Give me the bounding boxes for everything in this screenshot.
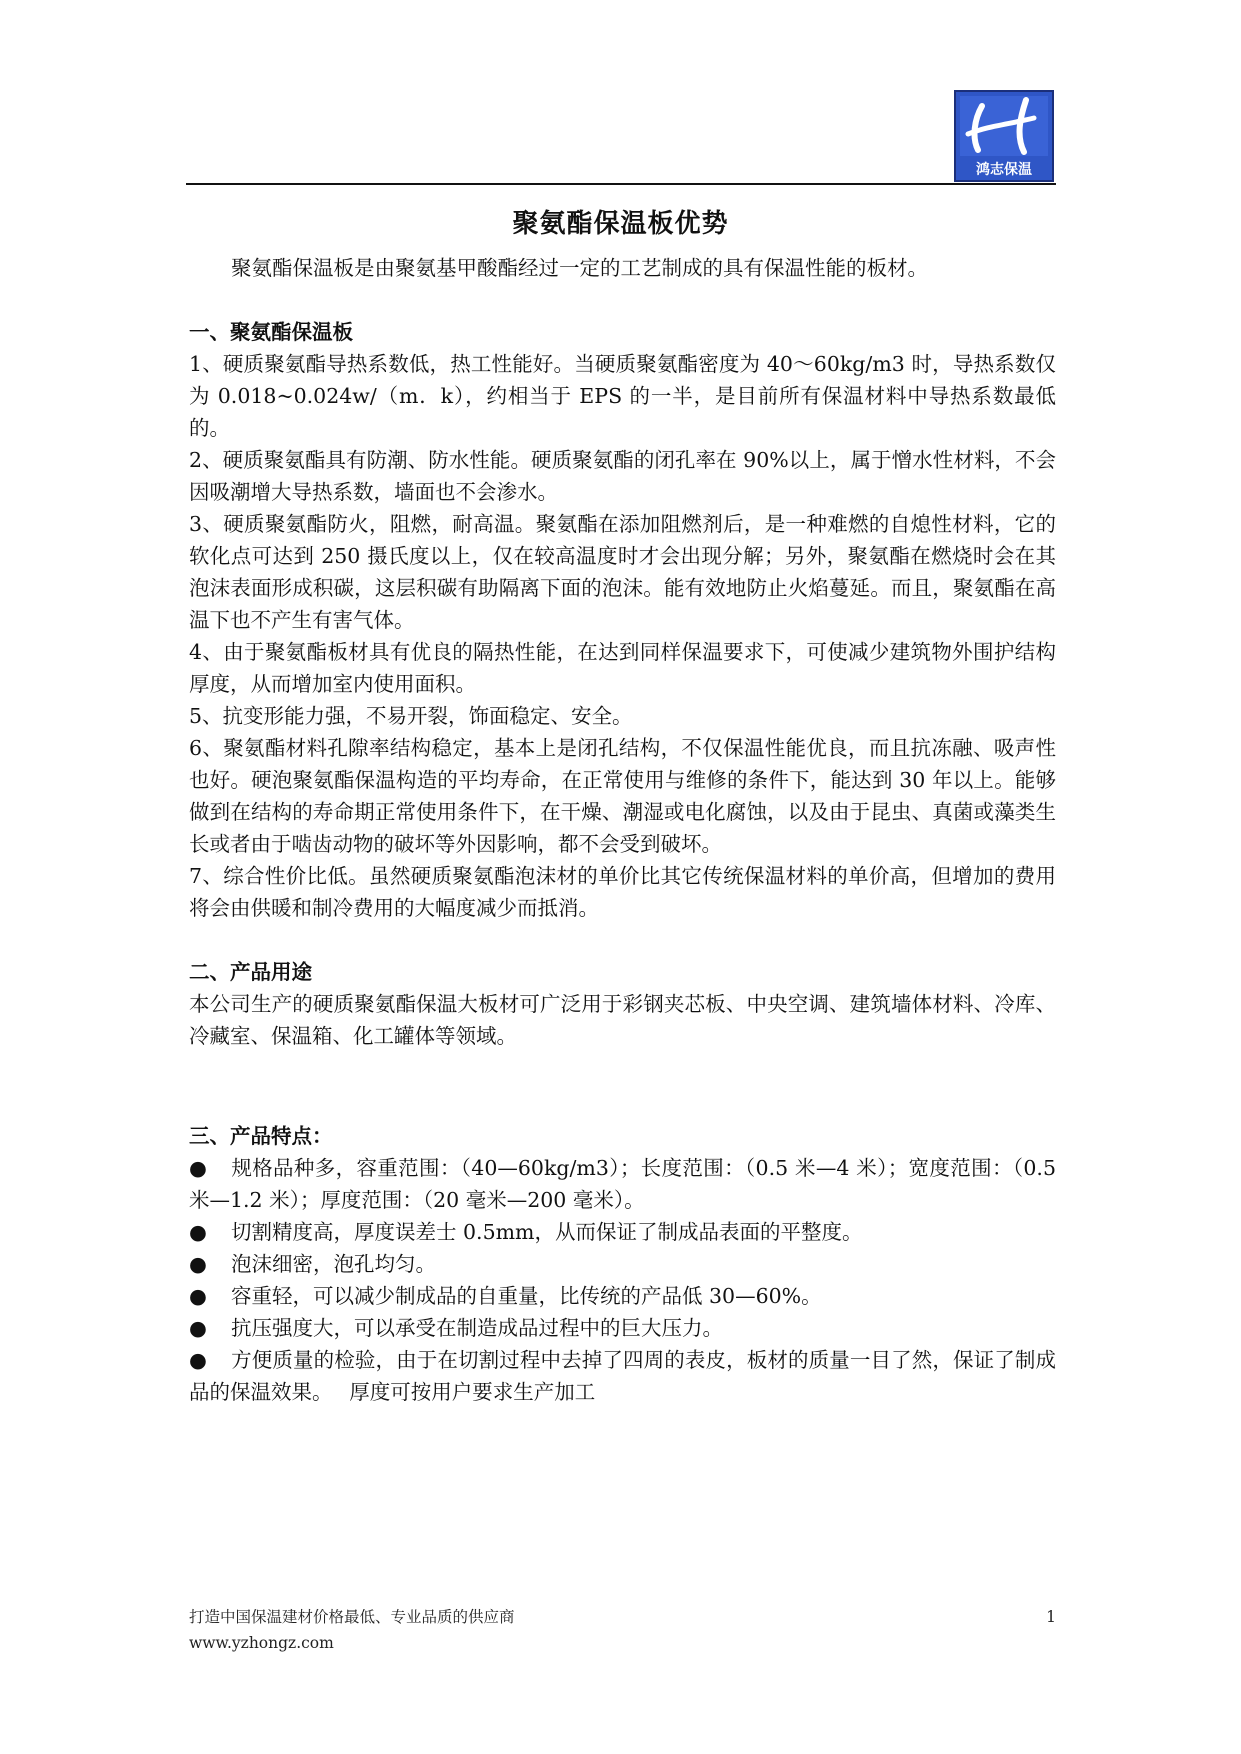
footer-website-link[interactable]: www.yzhongz.com bbox=[189, 1634, 334, 1652]
advantage-item: 1、硬质聚氨酯导热系数低，热工性能好。当硬质聚氨酯密度为 40～60kg/m3 时，导热系数仅为 0.018~0.024w/（m．k），约相当于 EPS 的一半，是目前所有保温材料中导热系数最低的。 bbox=[189, 352, 1056, 440]
advantage-item: 7、综合性价比低。虽然硬质聚氨酯泡沫材的单价比其它传统保温材料的单价高，但增加的费用将会由供暖和制冷费用的大幅度减少而抵消。 bbox=[189, 864, 1056, 920]
bullet-icon: ● bbox=[189, 1284, 207, 1308]
bullet-icon: ● bbox=[189, 1220, 207, 1244]
feature-item: ● 抗压强度大，可以承受在制造成品过程中的巨大压力。 bbox=[189, 1312, 1056, 1344]
advantage-item: 3、硬质聚氨酯防火，阻燃，耐高温。聚氨酯在添加阻燃剂后，是一种难燃的自熄性材料，它的软化点可达到 250 摄氏度以上，仅在较高温度时才会出现分解；另外，聚氨酯在燃烧时会在其泡沫表面形成积碳，这层积碳有助隔离下面的泡沫。能有效地防止火焰蔓延。而且，聚氨酯在高温下也不产生有害气体。 bbox=[189, 512, 1056, 632]
feature-item: ● 切割精度高，厚度误差士 0.5mm，从而保证了制成品表面的平整度。 bbox=[189, 1216, 1056, 1248]
logo-mark-icon bbox=[954, 90, 1054, 182]
advantage-item: 6、聚氨酯材料孔隙率结构稳定，基本上是闭孔结构，不仅保温性能优良，而且抗冻融、吸声性也好。硬泡聚氨酯保温构造的平均寿命，在正常使用与维修的条件下，能达到 30 年以上。能够做到在结构的寿命期正常使用条件下，在干燥、潮湿或电化腐蚀，以及由于昆虫、真菌或藻类生长或者由于啮齿动物的破坏等外因影响，都不会受到破坏。 bbox=[189, 736, 1056, 856]
bullet-icon: ● bbox=[189, 1252, 207, 1276]
document-title: 聚氨酯保温板优势 bbox=[512, 209, 729, 239]
feature-item: ● 容重轻，可以减少制成品的自重量，比传统的产品低 30—60%。 bbox=[189, 1280, 1056, 1312]
feature-item: ● 泡沫细密，泡孔均匀。 bbox=[189, 1248, 1056, 1280]
advantage-item: 5、抗变形能力强，不易开裂，饰面稳定、安全。 bbox=[189, 704, 633, 728]
header-rule bbox=[186, 183, 1056, 185]
intro-paragraph: 聚氨酯保温板是由聚氨基甲酸酯经过一定的工艺制成的具有保温性能的板材。 bbox=[231, 256, 928, 280]
page-footer bbox=[189, 1604, 1056, 1656]
section-uses bbox=[189, 956, 1056, 1052]
bullet-icon: ● bbox=[189, 1316, 207, 1340]
feature-item: ● 规格品种多，容重范围：（40—60kg/m3）；长度范围：（0.5 米—4 米）；宽度范围：（0.5 米—1.2 米）；厚度范围：（20 毫米—200 毫米）。 bbox=[189, 1152, 1056, 1216]
advantage-item: 4、由于聚氨酯板材具有优良的隔热性能，在达到同样保温要求下，可使减少建筑物外围护结构厚度，从而增加室内使用面积。 bbox=[189, 640, 1056, 696]
section-features bbox=[189, 1120, 1056, 1408]
feature-item: ● 方便质量的检验，由于在切割过程中去掉了四周的表皮，板材的质量一目了然，保证了制成品的保温效果。 厚度可按用户要求生产加工 bbox=[189, 1344, 1056, 1408]
page-number: 1 bbox=[1046, 1608, 1056, 1626]
section-advantages bbox=[189, 316, 1056, 924]
section-heading: 三、产品特点： bbox=[189, 1124, 333, 1148]
company-logo bbox=[954, 90, 1054, 182]
document-body bbox=[189, 252, 1056, 1440]
section-heading: 一、聚氨酯保温板 bbox=[189, 320, 353, 344]
footer-slogan: 打造中国保温建材价格最低、专业品质的供应商 bbox=[189, 1608, 515, 1626]
uses-paragraph: 本公司生产的硬质聚氨酯保温大板材可广泛用于彩钢夹芯板、中央空调、建筑墙体材料、冷库、冷藏室、保温箱、化工罐体等领域。 bbox=[189, 992, 1056, 1048]
advantage-item: 2、硬质聚氨酯具有防潮、防水性能。硬质聚氨酯的闭孔率在 90%以上，属于憎水性材料，不会因吸潮增大导热系数，墙面也不会渗水。 bbox=[189, 448, 1056, 504]
section-heading: 二、产品用途 bbox=[189, 960, 312, 984]
logo-caption: 鸿志保温 bbox=[976, 162, 1032, 178]
bullet-icon: ● bbox=[189, 1348, 207, 1372]
bullet-icon: ● bbox=[189, 1156, 207, 1180]
